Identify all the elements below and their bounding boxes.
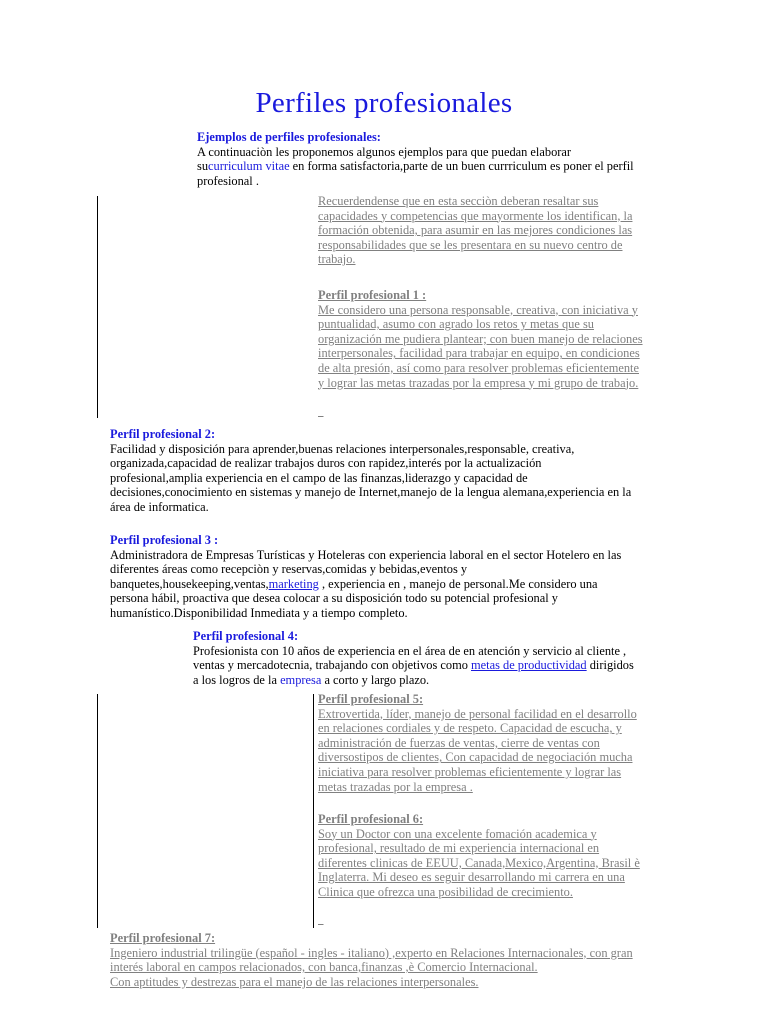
perfil-2-line: organizada,capacidad de realizar trabajos duros con rapidez,interés por la actualización	[110, 456, 542, 471]
note-section	[318, 194, 668, 267]
perfil-3-line: persona hábil, proactiva que desea colocar a su disposición todo su potencial profesional y	[110, 591, 558, 606]
perfil-1-line: interpersonales, facilidad para trabajar en equipo, en condiciones	[318, 346, 640, 361]
perfil-2-heading: Perfil profesional 2:	[110, 427, 216, 441]
perfil-7-line: Ingeniero industrial trilingüe (español - ingles - italiano) ,experto en Relaciones Internacionales, con gran	[110, 945, 633, 960]
perfil-1-line: puntualidad, asumo con agrado los retos y metas que su	[318, 317, 594, 332]
perfil-5-line: diversostipos de clientes, Con capacidad de negociación mucha	[318, 750, 633, 765]
perfil-5-line: Extrovertida, líder, manejo de personal facilidad en el desarrollo	[318, 706, 637, 721]
intro-line-1: A continuaciòn les proponemos algunos ejemplos para que puedan elaborar	[197, 144, 572, 159]
perfil-2-line: Facilidad y disposición para aprender,buenas relaciones interpersonales,responsable, creativa,	[110, 441, 575, 456]
metas-productividad-link[interactable]: metas de productividad	[471, 658, 587, 673]
perfil-7	[110, 931, 675, 989]
perfil-3-heading: Perfil profesional 3 :	[110, 533, 219, 547]
perfil-3-line: Administradora de Empresas Turísticas y Hoteleras con experiencia laboral en el sector Hotelero en las	[110, 547, 622, 562]
perfil-1-heading: Perfil profesional 1 :	[318, 288, 427, 302]
perfil-5-heading: Perfil profesional 5:	[318, 692, 424, 706]
spacer-mark	[318, 913, 324, 928]
perfil-1-line: y lograr las metas trazadas por la empresa y mi grupo de trabajo.	[318, 375, 639, 390]
perfil-3	[110, 533, 670, 621]
note-line: formación obtenida, para asumir en las mejores condiciones las	[318, 223, 633, 238]
perfil-6-line: Soy un Doctor con una excelente fomación academica y	[318, 826, 597, 841]
empresa-link[interactable]: empresa	[280, 672, 322, 687]
perfil-3-line: banquetes,housekeeping,ventas,marketing , experiencia en , manejo de personal.Me considero una	[110, 576, 598, 591]
perfil-1	[318, 288, 668, 390]
perfil-4-line: Profesionista con 10 años de experiencia en el área de en atención y servicio al cliente ,	[193, 643, 627, 658]
intro-section	[197, 130, 677, 188]
perfil-4-line: a los logros de la empresa a corto y largo plazo.	[193, 672, 430, 687]
perfil-4-heading: Perfil profesional 4:	[193, 629, 299, 643]
inner-margin-line	[313, 694, 314, 928]
note-line: trabajo.	[318, 252, 356, 267]
perfil-3-line: humanístico.Disponibilidad Inmediata y a tiempo completo.	[110, 605, 408, 620]
left-margin-line	[97, 196, 98, 418]
marketing-link[interactable]: marketing	[268, 576, 319, 591]
perfil-4-line: ventas y mercadotecnia, trabajando con objetivos como metas de productividad dirigidos	[193, 658, 634, 673]
perfil-4	[193, 629, 673, 687]
perfil-1-line: organización me pudiera plantear; con buen manejo de relaciones	[318, 331, 643, 346]
intro-line-2: sucurriculum vitae en forma satisfactoria,parte de un buen currriculum es poner el perfil	[197, 159, 634, 174]
perfil-2-line: área de informatica.	[110, 499, 209, 514]
perfil-5-line: metas trazadas por la empresa .	[318, 779, 473, 794]
curriculum-link[interactable]: curriculum vitae	[208, 159, 290, 174]
perfil-7-line: Con aptitudes y destrezas para el manejo de las relaciones interpersonales.	[110, 974, 479, 989]
perfil-2-line: profesional,amplia experiencia en el campo de las finanzas,liderazgo y capacidad de	[110, 470, 528, 485]
perfil-6-line: profesional, resultado de mi experiencia internacional en	[318, 841, 600, 856]
note-line: Recuerdendense que en esta secciòn deberan resaltar sus	[318, 194, 599, 208]
spacer-mark	[318, 405, 324, 420]
perfil-5-line: iniciativa para resolver problemas eficientemente y lograr las	[318, 764, 622, 779]
intro-line-3: profesional .	[197, 173, 259, 188]
perfil-2	[110, 427, 670, 515]
perfil-5-line: administración de fuerzas de ventas, cierre de ventas con	[318, 735, 600, 750]
perfil-5-line: en relaciones cordiales y de respeto. Capacidad de escucha, y	[318, 721, 622, 736]
perfil-1-line: de alta presión, así como para resolver problemas eficientemente	[318, 360, 639, 375]
perfil-7-line: interés laboral en campos relacionados, con banca,finanzas ,è Comercio Internacional.	[110, 960, 538, 975]
page-title: Perfiles profesionales	[255, 87, 513, 119]
perfil-6	[318, 812, 668, 900]
note-line: responsabilidades que se les presentara en su nuevo centro de	[318, 237, 623, 252]
perfil-7-heading: Perfil profesional 7:	[110, 931, 216, 945]
intro-heading: Ejemplos de perfiles profesionales:	[197, 130, 381, 144]
perfil-6-line: diferentes clinicas de EEUU, Canada,Mexico,Argentina, Brasil è	[318, 855, 640, 870]
perfil-1-line: Me considero una persona responsable, creativa, con iniciativa y	[318, 302, 638, 317]
left-margin-line	[97, 694, 98, 928]
perfil-3-line: diferentes áreas como recepciòn y reservas,comidas y bebidas,eventos y	[110, 562, 468, 577]
perfil-6-heading: Perfil profesional 6:	[318, 812, 424, 826]
perfil-6-line: Inglaterra. Mi deseo es seguir desarrollando mi carrera en una	[318, 870, 625, 885]
perfil-6-line: Clinica que ofrezca una posibilidad de crecimiento.	[318, 884, 573, 899]
perfil-2-line: decisiones,conocimiento en sistemas y manejo de Internet,manejo de la lengua alemana,experiencia en la	[110, 485, 632, 500]
note-line: capacidades y competencias que mayormente los identifican, la	[318, 208, 633, 223]
perfil-5	[318, 692, 668, 794]
